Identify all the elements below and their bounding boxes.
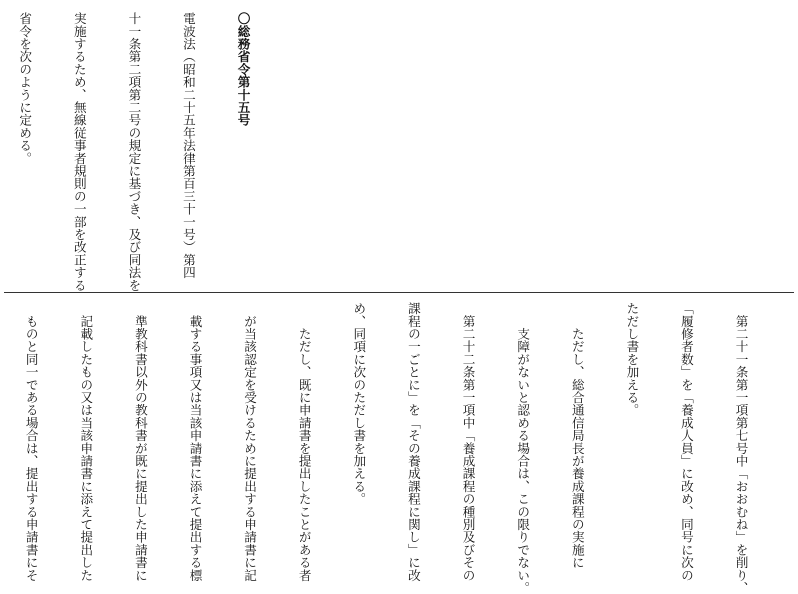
bottom-section bbox=[0, 302, 786, 594]
preamble-line: 省令を次のように定める。 bbox=[17, 12, 33, 165]
body-line: ただし、総合通信局長が養成課程の実施に bbox=[569, 302, 585, 569]
body-line: 載する事項又は当該申請書に添えて提出する標 bbox=[187, 302, 203, 582]
body-line: ただし、既に申請書を提出したことがある者 bbox=[296, 302, 312, 582]
body-line: ものと同一である場合は、提出する申請書にそ bbox=[23, 302, 39, 582]
body-line: が当該認定を受けるために提出する申請書に記 bbox=[242, 302, 258, 582]
preamble-line: 十一条第二項第二号の規定に基づき、及び同法を bbox=[126, 12, 142, 292]
body-line: 「履修者数」を「養成人員」に改め、同号に次の bbox=[678, 302, 694, 582]
body-line: 準教科書以外の教科書が既に提出した申請書に bbox=[132, 302, 148, 582]
body-line: 支障がないと認める場合は、この限りでない。 bbox=[515, 302, 531, 594]
body-line: 記載したもの又は当該申請書に添えて提出した bbox=[78, 302, 94, 582]
body-line: 課程の一ごとに」を「その養成課程に関し」に改 bbox=[405, 302, 421, 582]
section-divider bbox=[4, 292, 794, 293]
body-line: 第二十二条第一項中「養成課程の種別及びその bbox=[460, 302, 476, 582]
body-line: 第二十一条第一項第七号中「おおむね」を削り、 bbox=[733, 302, 749, 594]
preamble-line: 電波法（昭和二十五年法律第百三十一号）第四 bbox=[180, 12, 196, 279]
ordinance-title: 〇総務省令第十五号 bbox=[235, 12, 251, 127]
preamble-line: 実施するため、無線従事者規則の一部を改正する bbox=[71, 12, 87, 292]
body-line: ただし書を加える。 bbox=[624, 302, 640, 417]
body-line: め、同項に次のただし書を加える。 bbox=[351, 302, 367, 506]
top-section bbox=[0, 12, 288, 292]
